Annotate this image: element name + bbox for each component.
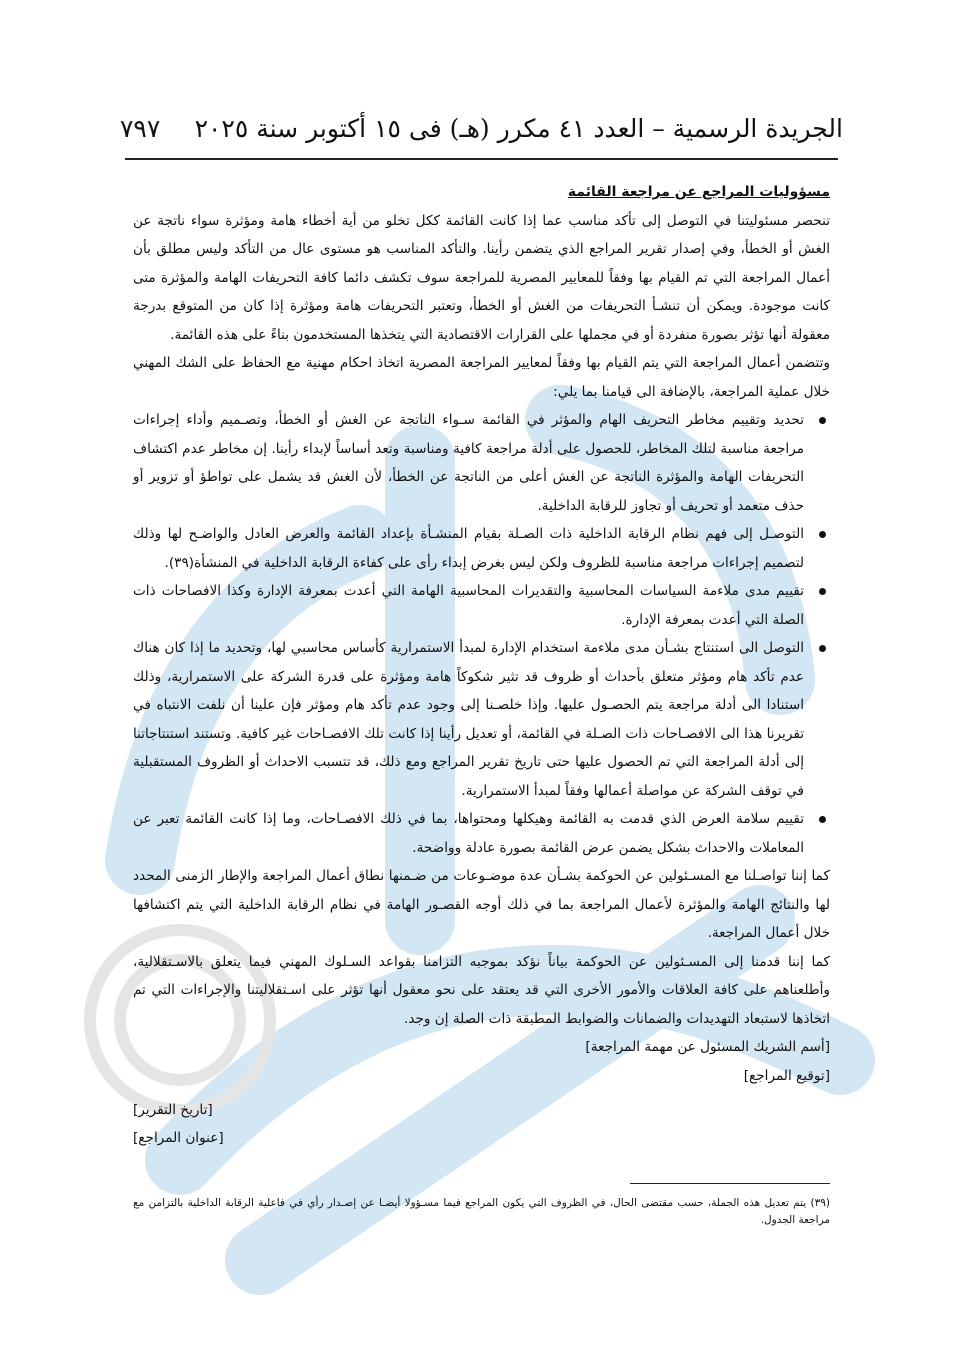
header-divider (125, 158, 838, 160)
list-item-text: التوصـل إلى فهم نظام الرقابة الداخلية ذات الصـلة بقيام المنشـأة بإعداد القائمة والعرض العادل والواضـح لها وذلك لتصميم إجراءات مراجعة مناسبة للظروف ولكن ليس بغرض إبداء رأى على كفاءة الرقابة الداخلية في المنشأة(٣٩). (133, 526, 804, 571)
procedures-list (133, 406, 830, 862)
list-item (133, 805, 804, 862)
footnote: (٣٩) يتم تعديل هذه الجملة، حسب مقتضى الحال، في الظروف التي يكون المراجع فيما مسـؤولا أيضـا عن إصـدار رأي في فاعلية الرقابة الداخلية بالتزامن مع مراجعة الجدول. (133, 1197, 830, 1226)
document-body (133, 178, 830, 1090)
page-number: ٧٩٧ (120, 113, 161, 143)
footnote-divider (630, 1183, 830, 1184)
paragraph: كما إننا قدمنا إلى المسـئولين عن الحوكمة بياناً نؤكد بموجبه التزامنا بقواعد السـلوك المهني فيما يتعلق بالاسـتقلالية، وأطلعناهم على كافة العلاقات والأمور الأخرى التي قد يعتقد على نحو معقول أنها تؤثر على اسـتقلاليتنا والإجراءات التي تم اتخاذها لاستبعاد التهديدات والضمانات والضوابط المطبقة ذات الصلة إن وجد. (133, 953, 830, 1027)
paragraph: وتتضمن أعمال المراجعة التي يتم القيام بها وفقاً لمعايير المراجعة المصرية اتخاذ احكام مهنية مع الحفاظ على الشك المهني خلال عملية المراجعة، بالإضافة الى قيامنا بما يلي: (133, 355, 830, 400)
list-item (133, 634, 804, 805)
bullet-icon (819, 816, 826, 823)
paragraph: كما إننا تواصـلنا مع المسـئولين عن الحوكمة بشـأن عدة موضـوعات من ضـمنها نطاق أعمال المراجعة والإطار الزمنى المحدد لها والنتائج الهامة والمؤثرة لأعمال المراجعة بما في ذلك أوجه القصـور الهامة في نظام الرقابة الداخلية التي يتم اكتشافها خلال أعمال المراجعة. (133, 868, 830, 941)
list-item-text: تقييم مدى ملاءمة السياسات المحاسبية والتقديرات المحاسبية الهامة التي أعدت بمعرفة الإدارة وكذا الافصاحات ذات الصلة التي أعدت بمعرفة الإدارة. (133, 583, 804, 628)
paragraph: تنحصر مسئوليتنا في التوصل إلى تأكد مناسب عما إذا كانت القائمة ككل تخلو من أية أخطاء هامة ومؤثرة سواء ناتجة عن الغش أو الخطأ، وفي إصدار تقرير المراجع الذي يتضمن رأينا. والتأكد المناسب هو مستوى عال من التأكد وليس مطلق بأن أعمال المراجعة التي تم القيام بها وفقاً للمعايير المصرية للمراجعة سوف تكشف دائما كافة التحريفات الهامة والمؤثرة متى كانت موجودة. ويمكن أن تنشـأ التحريفات من الغش أو الخطأ، وتعتبر التحريفات هامة ومؤثرة إذا كان من المتوقع بدرجة معقولة أنها تؤثر بصورة منفردة أو في مجملها على القرارات الاقتصادية التي يتخذها المستخدمون بناءً على هذه القائمة. (133, 212, 830, 343)
list-item-text: تقييم سلامة العرض الذي قدمت به القائمة وهيكلها ومحتواها، بما في ذلك الافصـاحات، وما إذا كانت القائمة تعبر عن المعاملات والاحداث بشكل يضمن عرض القائمة بصورة عادلة وواضحة. (133, 811, 804, 856)
auditor-address-line: [عنوان المراجع] (133, 1130, 224, 1146)
bullet-icon (819, 417, 826, 424)
bullet-icon (819, 645, 826, 652)
report-date-line: [تاريخ التقرير] (133, 1102, 213, 1118)
section-heading: مسؤوليات المراجع عن مراجعة القائمة (567, 184, 830, 200)
page-header (120, 108, 843, 148)
list-item (133, 520, 804, 577)
bullet-icon (819, 531, 826, 538)
partner-name-line: [أسم الشريك المسئول عن مهمة المراجعة] (585, 1039, 830, 1055)
list-item (133, 577, 804, 634)
list-item (133, 406, 804, 520)
gazette-title: الجريدة الرسمية – العدد ٤١ مكرر (هـ) فى ١٥ أكتوبر سنة ٢٠٢٥ (194, 113, 843, 143)
auditor-signature-line: [توقيع المراجع] (743, 1067, 830, 1084)
list-item-text: التوصل الى استنتاج بشـأن مدى ملاءمة استخدام الإدارة لمبدأ الاستمرارية كأساس محاسبي لها، وتحديد ما إذا كان هناك عدم تأكد هام ومؤثر متعلق بأحداث أو ظروف قد تثير شكوكاً هامة ومؤثرة على قدرة الشركة على الاستمرارية، وذلك استنادا الى أدلة مراجعة يتم الحصـول عليها. وإذا خلصـنا إلى وجود عدم تأكد هام ومؤثر فإن علينا أن نلفت الانتباه في تقريرنا هذا الى الافصـاحات ذات الصـلة في القائمة، أو تعديل رأينا إذا كانت تلك الافصـاحات غير كافية. وتستند استنتاجاتنا إلى أدلة المراجعة التي تم الحصول عليها حتى تاريخ تقرير المراجع ومع ذلك، قد تتسبب الاحداث أو الظروف المستقبلية في توقف الشركة عن مواصلة أعمالها وفقاً لمبدأ الاستمرارية. (133, 640, 804, 799)
report-meta (133, 1096, 830, 1152)
bullet-icon (819, 588, 826, 595)
list-item-text: تحديد وتقييم مخاطر التحريف الهام والمؤثر في القائمة سـواء الناتجة عن الغش أو الخطأ، وتصـميم وأداء إجراءات مراجعة مناسبة لتلك المخاطر، للحصول على أدلة مراجعة كافية ومناسبة وتعد أساساً لإبداء رأينا. إن مخاطر عدم اكتشاف التحريفات الهامة والمؤثرة الناتجة عن الغش أعلى من الناتجة عن الخطأ، لأن الغش قد يشمل على تواطؤ أو تزوير أو حذف متعمد أو تحريف أو تجاوز للرقابة الداخلية. (133, 412, 804, 514)
